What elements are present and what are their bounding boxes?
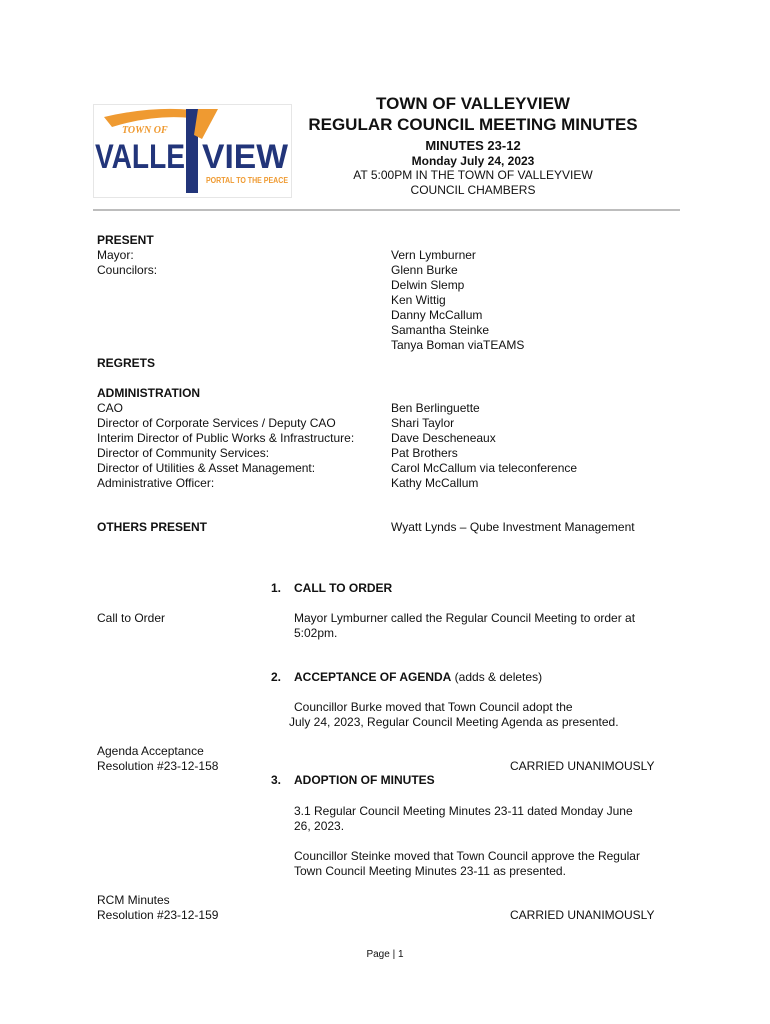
present-heading: PRESENT (97, 233, 154, 247)
title-line-2: REGULAR COUNCIL MEETING MINUTES (308, 115, 638, 134)
present-name: Samantha Steinke (391, 323, 490, 337)
call-to-order-line: 5:02pm. (294, 626, 338, 640)
call-to-order-line: Mayor Lymburner called the Regular Council Meeting to order at (294, 611, 636, 625)
section-3-title: ADOPTION OF MINUTES (294, 773, 435, 787)
minutes-side-line: RCM Minutes (97, 893, 170, 907)
admin-name: Shari Taylor (391, 416, 455, 430)
present-name: Delwin Slemp (391, 278, 465, 292)
header-divider (93, 209, 680, 211)
agenda-motion-text (289, 700, 669, 730)
admin-role: Interim Director of Public Works & Infrastructure: (97, 431, 355, 445)
call-to-order-side-label: Call to Order (97, 611, 166, 625)
logo-valle: VALLE (95, 138, 185, 176)
minutes-motion-text (294, 849, 669, 879)
logo-town-of: TOWN OF (122, 125, 168, 136)
admin-name: Ben Berlinguette (391, 401, 480, 415)
location-line-2: COUNCIL CHAMBERS (410, 183, 536, 197)
agenda-resolution-side-label (97, 744, 218, 774)
present-name: Danny McCallum (391, 308, 483, 322)
section-2-title: ACCEPTANCE OF AGENDA (294, 670, 452, 684)
present-name: Vern Lymburner (391, 248, 476, 262)
agenda-motion-line: Councillor Burke moved that Town Council adopt the (294, 700, 573, 714)
minutes-resolution-number: Resolution #23-12-159 (97, 908, 219, 922)
agenda-side-line: Agenda Acceptance (97, 744, 204, 758)
admin-role: CAO (97, 401, 124, 415)
minutes-motion-line: Town Council Meeting Minutes 23-11 as presented. (294, 864, 566, 878)
section-2-number: 2. (271, 670, 282, 684)
admin-name: Dave Descheneaux (391, 431, 496, 445)
regrets-heading: REGRETS (97, 356, 156, 370)
admin-name: Kathy McCallum (391, 476, 479, 490)
section-2-title-row (294, 670, 542, 684)
others-present-name: Wyatt Lynds – Qube Investment Management (391, 520, 635, 534)
agenda-motion-line: July 24, 2023, Regular Council Meeting Agenda as presented. (289, 715, 619, 729)
section-1-title: CALL TO ORDER (294, 581, 393, 595)
section-2-title-suffix: (adds & deletes) (451, 670, 543, 684)
minutes-subitem-line: 26, 2023. (294, 819, 345, 833)
present-name: Ken Wittig (391, 293, 446, 307)
admin-role: Director of Utilities & Asset Management: (97, 461, 316, 475)
admin-name: Pat Brothers (391, 446, 458, 460)
administration-names-list (391, 401, 577, 491)
minutes-subitem-text (294, 804, 669, 834)
admin-role: Director of Community Services: (97, 446, 270, 460)
minutes-subitem-line: 3.1 Regular Council Meeting Minutes 23-11 dated Monday June (294, 804, 633, 818)
page-number: Page | 1 (366, 949, 404, 960)
minutes-number: MINUTES 23-12 (425, 138, 521, 153)
logo-view: VIEW (202, 138, 289, 176)
minutes-motion-line: Councillor Steinke moved that Town Council approve the Regular (294, 849, 640, 863)
present-name: Glenn Burke (391, 263, 458, 277)
administration-roles-list (97, 401, 354, 491)
section-3-number: 3. (271, 773, 282, 787)
administration-heading: ADMINISTRATION (97, 386, 201, 400)
meeting-date: Monday July 24, 2023 (411, 154, 535, 168)
call-to-order-text (294, 611, 669, 641)
town-logo (93, 104, 292, 198)
logo-tagline: PORTAL TO THE PEACE (206, 176, 289, 185)
title-line-1: TOWN OF VALLEYVIEW (376, 94, 570, 113)
valleyview-logo-graphic (94, 105, 291, 197)
admin-name: Carol McCallum via teleconference (391, 461, 578, 475)
others-present-heading: OTHERS PRESENT (97, 520, 208, 534)
minutes-carried-status: CARRIED UNANIMOUSLY (510, 908, 655, 922)
location-line-1: AT 5:00PM IN THE TOWN OF VALLEYVIEW (353, 168, 593, 182)
mayor-label: Mayor: (97, 248, 134, 262)
section-1-number: 1. (271, 581, 282, 595)
agenda-carried-status: CARRIED UNANIMOUSLY (510, 759, 655, 773)
document-title (300, 93, 646, 135)
minutes-resolution-side-label (97, 893, 218, 923)
admin-role: Director of Corporate Services / Deputy CAO (97, 416, 336, 430)
agenda-resolution-number: Resolution #23-12-158 (97, 759, 219, 773)
present-names-list (391, 248, 524, 353)
admin-role: Administrative Officer: (97, 476, 215, 490)
present-name: Tanya Boman viaTEAMS (391, 338, 525, 352)
councilors-label: Councilors: (97, 263, 158, 277)
